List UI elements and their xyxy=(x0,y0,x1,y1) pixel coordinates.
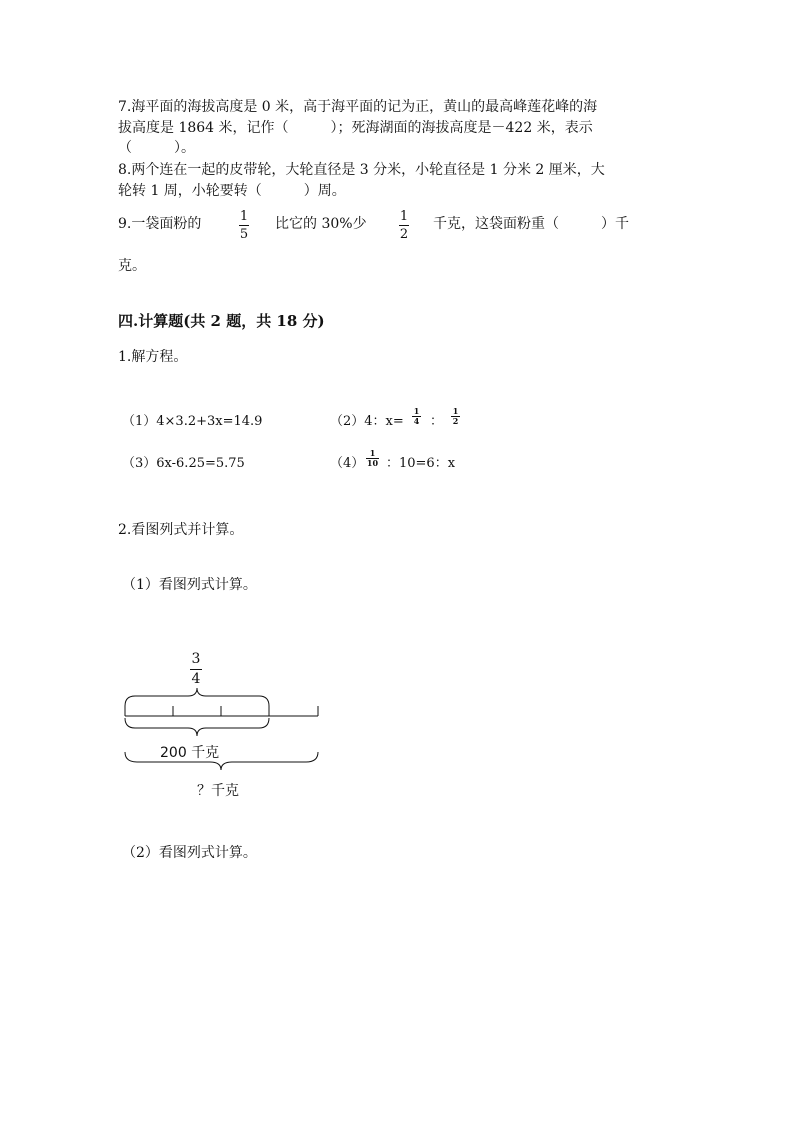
fraction-numerator: 1 xyxy=(399,209,409,224)
q7-line-2: 拔高度是 1864 米，记作（ ）；死海湖面的海拔高度是－422 米，表示 xyxy=(118,120,593,136)
fraction-numerator: 1 xyxy=(239,209,249,224)
equation-4-suffix: ：10=6：x xyxy=(386,456,456,471)
fraction-denominator: 2 xyxy=(399,227,409,242)
fraction-numerator: 1 xyxy=(369,448,376,458)
fraction-denominator: 4 xyxy=(413,416,420,426)
equation-2-prefix: （2）4：x= xyxy=(330,414,404,429)
fraction-denominator: 5 xyxy=(239,227,249,242)
section-heading: 四.计算题(共 2 题，共 18 分) xyxy=(118,312,325,330)
q9-line-2: 克。 xyxy=(118,258,146,274)
equation-3: （3）6x-6.25=5.75 xyxy=(122,456,245,471)
bottom-brace xyxy=(125,752,318,770)
q7-line-3: （ ）。 xyxy=(118,140,195,156)
q8-line-2: 轮转 1 周，小轮要转（ ）周。 xyxy=(118,183,346,199)
q9-text-part-3: 千克，这袋面粉重（ ）千 xyxy=(433,216,629,232)
q7-line-1: 7.海平面的海拔高度是 0 米，高于海平面的记为正，黄山的最高峰莲花峰的海 xyxy=(118,99,598,115)
top-brace xyxy=(125,688,269,706)
problem-1-title: 1.解方程。 xyxy=(118,349,188,365)
fraction-denominator: 10 xyxy=(366,458,379,468)
unknown-weight-label: ？千克 xyxy=(197,783,239,799)
middle-brace xyxy=(125,718,269,736)
fraction-numerator: 1 xyxy=(413,406,420,416)
known-weight-label: 200 千克 xyxy=(160,745,220,761)
q8-line-1: 8.两个连在一起的皮带轮，大轮直径是 3 分米，小轮直径是 1 分米 2 厘米，大 xyxy=(118,162,605,178)
q9-text-part-1: 9.一袋面粉的 xyxy=(118,216,202,232)
fraction-denominator: 2 xyxy=(452,416,459,426)
fraction-denominator: 4 xyxy=(191,671,201,687)
q9-text-part-2: 比它的 30%少 xyxy=(275,216,367,232)
equation-1: （1）4×3.2+3x=14.9 xyxy=(122,414,263,429)
problem-2-subquestion-1: （1）看图列式计算。 xyxy=(122,577,257,593)
problem-2-title: 2.看图列式并计算。 xyxy=(118,522,244,538)
problem-2-subquestion-2: （2）看图列式计算。 xyxy=(122,845,257,861)
fraction-numerator: 3 xyxy=(191,651,201,667)
equation-4-prefix: （4） xyxy=(330,456,365,471)
fraction-numerator: 1 xyxy=(452,406,459,416)
equation-2-separator: ： xyxy=(430,414,444,429)
